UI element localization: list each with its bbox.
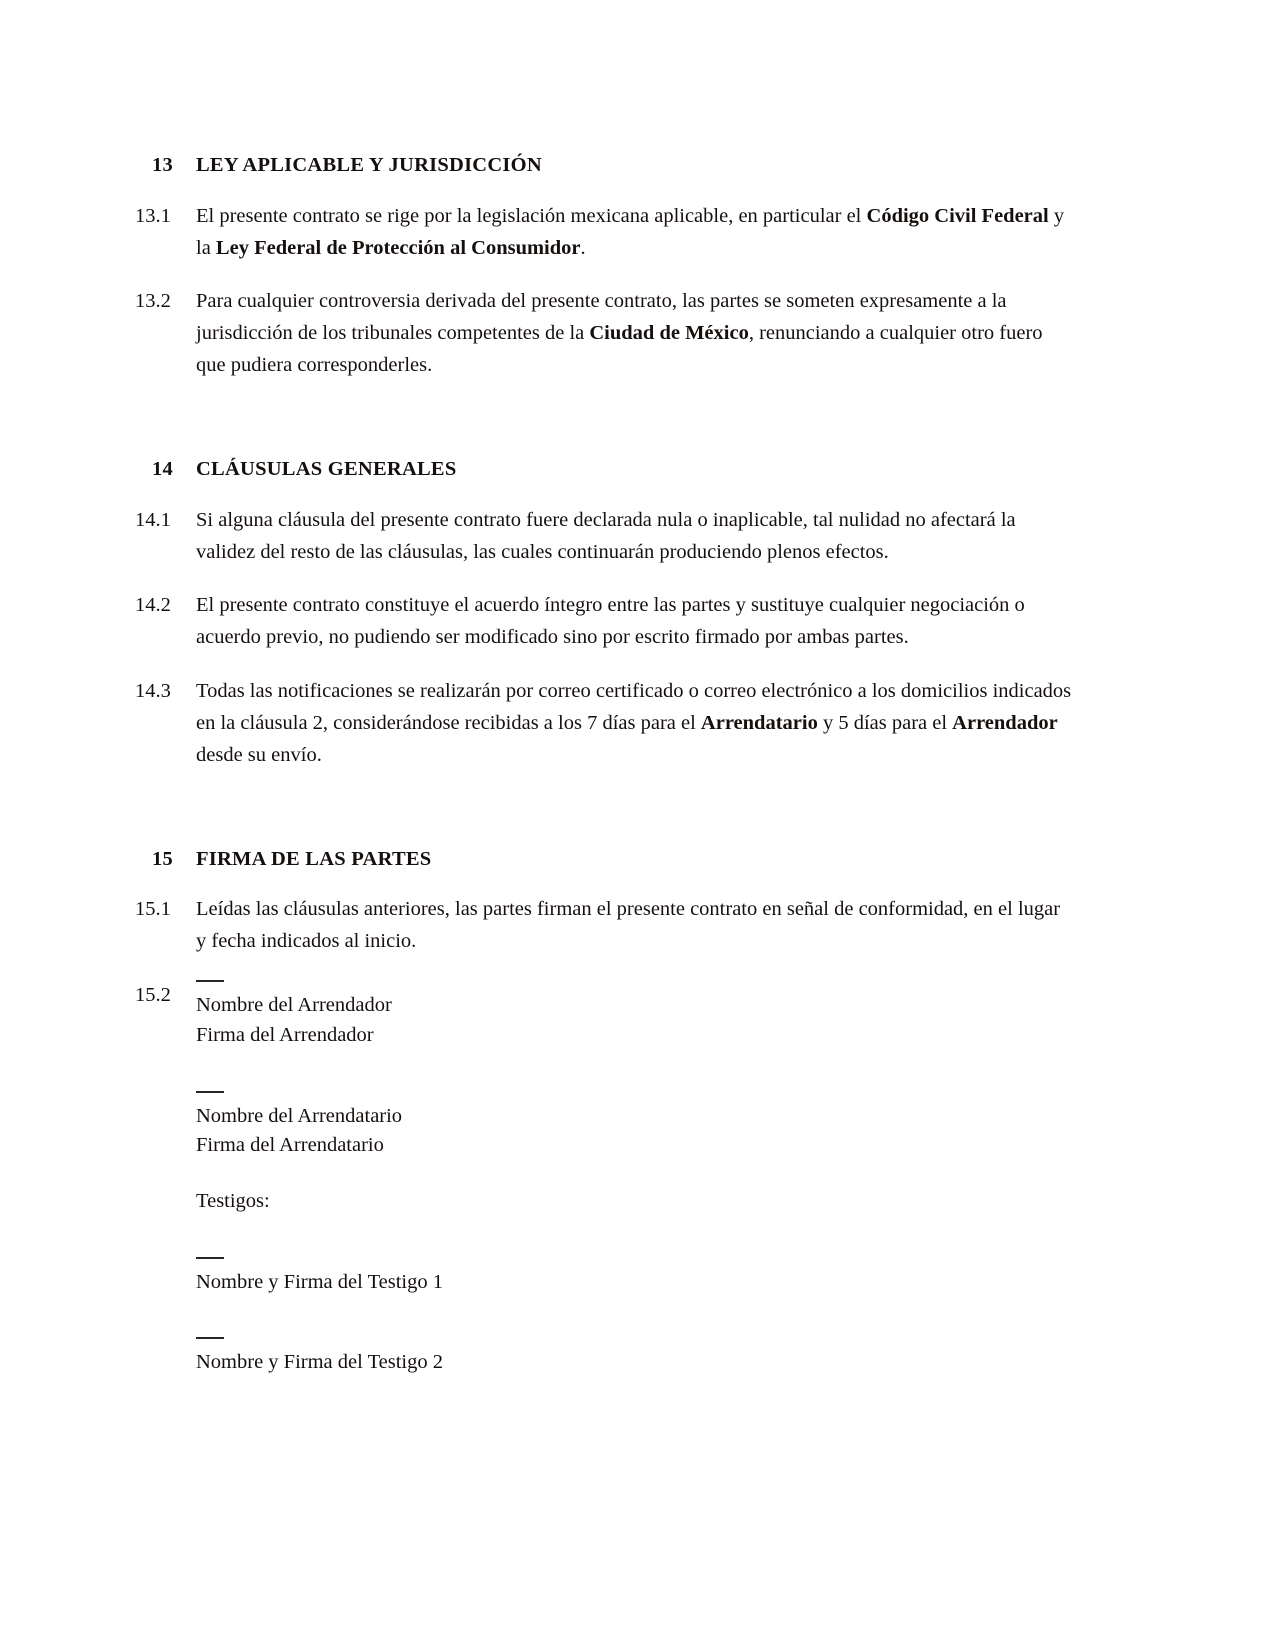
signature-label: Nombre del Arrendador xyxy=(196,994,392,1017)
signature-rule-icon xyxy=(196,1091,224,1093)
body-text: , renunciando a cualquier otro fuero que pudiera corresponderles. xyxy=(196,322,1043,377)
section-title: LEY APLICABLE Y JURISDICCIÓN xyxy=(196,154,542,176)
body-text: Si alguna cláusula del presente contrato fuere declarada nula o inaplicable, tal nulidad no afectará la validez del resto de las cláusulas, las cuales continuarán produciendo plenos efectos. xyxy=(196,508,1016,563)
section-heading-14 xyxy=(135,456,1075,483)
clause-15-1 xyxy=(135,894,1075,958)
body-text: Para cualquier controversia derivada del presente contrato, las partes se someten expresamente a la jurisdicción de los tribunales competentes de la xyxy=(196,290,1007,345)
body-text: Todas las notificaciones se realizarán por correo certificado o correo electrónico a los domicilios indicados en la cláusula 2, considerándose recibidas a los 7 días para el xyxy=(196,680,1072,735)
clause-13-1 xyxy=(135,201,1075,265)
body-text: Leídas las cláusulas anteriores, las partes firman el presente contrato en señal de conformidad, en el lugar y fecha indicados al inicio. xyxy=(196,898,1061,953)
emphasis-text: Código Civil Federal xyxy=(866,204,1049,227)
clause-text xyxy=(196,286,1075,382)
clause-number: 15.1 xyxy=(135,898,171,921)
clause-number: 14.1 xyxy=(135,508,171,531)
signature-spacer xyxy=(196,1161,1075,1187)
clause-text xyxy=(196,590,1075,654)
emphasis-text: Ley Federal de Protección al Consumidor xyxy=(215,236,581,259)
signature-spacer xyxy=(196,1051,1075,1091)
section-title: FIRMA DE LAS PARTES xyxy=(196,847,432,870)
body-text: y la xyxy=(196,204,1065,259)
body-text: . xyxy=(580,236,586,259)
emphasis-text: Arrendatario xyxy=(700,712,818,735)
section-number: 13 xyxy=(152,154,173,176)
clause-14-3 xyxy=(135,676,1075,772)
clause-14-2 xyxy=(135,590,1075,654)
signature-rule-icon xyxy=(196,980,224,982)
body-text: desde su envío. xyxy=(196,743,322,766)
clause-number: 13.2 xyxy=(135,290,171,313)
clause-number: 14.3 xyxy=(135,680,171,703)
section-number: 14 xyxy=(152,458,173,481)
signature-label: Nombre y Firma del Testigo 2 xyxy=(196,1351,444,1374)
clause-14-1 xyxy=(135,505,1075,569)
section-heading-15 xyxy=(135,846,1075,873)
signature-rule-icon xyxy=(196,1337,224,1339)
clause-number: 14.2 xyxy=(135,594,171,617)
clause-number: 15.2 xyxy=(135,984,171,1007)
clause-text xyxy=(196,505,1075,569)
section-number: 15 xyxy=(152,847,173,870)
emphasis-text: Arrendador xyxy=(952,712,1058,735)
body-text: y 5 días para el xyxy=(817,712,953,735)
clause-text xyxy=(196,676,1075,772)
clause-text xyxy=(196,894,1075,958)
clause-number: 13.1 xyxy=(135,204,171,227)
emphasis-text: Ciudad de México xyxy=(589,322,749,345)
signature-label: Firma del Arrendador xyxy=(196,1023,374,1046)
section-heading-13 xyxy=(135,152,1075,179)
signature-label: Firma del Arrendatario xyxy=(196,1134,384,1157)
clause-15-2-signature-block xyxy=(135,980,1075,1378)
document-content xyxy=(135,152,1075,1378)
clause-13-2 xyxy=(135,286,1075,382)
signature-label: Nombre del Arrendatario xyxy=(196,1104,403,1127)
body-text: El presente contrato constituye el acuerdo íntegro entre las partes y sustituye cualquier negociación o acuerdo previo, no pudiendo ser modificado sino por escrito firmado por ambas partes. xyxy=(196,594,1025,649)
signature-label: Testigos: xyxy=(196,1190,270,1213)
clause-text xyxy=(196,201,1075,265)
signature-spacer xyxy=(196,1297,1075,1337)
signature-rule-icon xyxy=(196,1257,224,1259)
signature-lines xyxy=(196,980,1075,1378)
body-text: El presente contrato se rige por la legislación mexicana aplicable, en particular el xyxy=(196,204,867,227)
section-title: CLÁUSULAS GENERALES xyxy=(196,458,457,481)
signature-spacer xyxy=(196,1217,1075,1257)
signature-label: Nombre y Firma del Testigo 1 xyxy=(196,1270,444,1293)
